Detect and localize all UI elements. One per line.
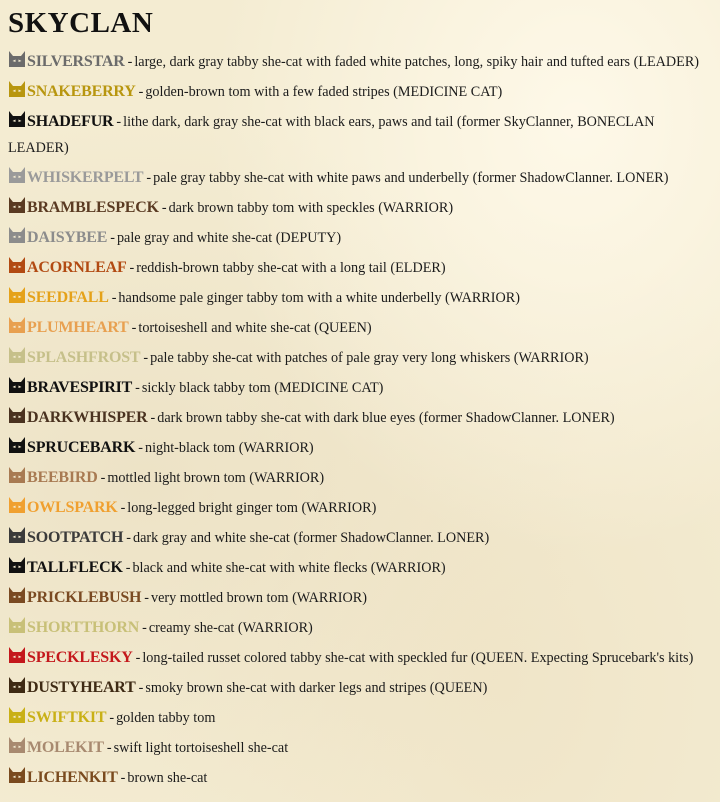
member-entry xyxy=(8,765,716,791)
member-name: SWIFTKIT xyxy=(27,709,107,726)
member-entry xyxy=(8,285,716,311)
name-separator: - xyxy=(150,410,156,426)
cat-face-icon xyxy=(8,226,26,244)
member-name: WHISKERPELT xyxy=(27,169,144,186)
member-name: TALLFLECK xyxy=(27,559,123,576)
name-separator: - xyxy=(146,170,152,186)
name-separator: - xyxy=(135,650,141,666)
member-entry xyxy=(8,585,716,611)
member-description: dark brown tabby she-cat with dark blue eyes (former ShadowClanner. LONER) xyxy=(157,410,615,426)
name-separator: - xyxy=(110,230,115,246)
member-entry xyxy=(8,165,716,191)
member-entry xyxy=(8,525,716,551)
cat-face-icon xyxy=(8,80,26,98)
cat-face-icon xyxy=(8,256,26,274)
member-entry xyxy=(8,49,716,75)
member-entry xyxy=(8,109,716,161)
member-name: SPRUCEBARK xyxy=(27,439,136,456)
member-description: pale gray and white she-cat (DEPUTY) xyxy=(116,230,342,246)
member-description: mottled light brown tom (WARRIOR) xyxy=(107,470,325,486)
cat-face-icon xyxy=(8,196,26,214)
name-separator: - xyxy=(100,470,106,486)
cat-face-icon xyxy=(8,286,26,304)
member-entry xyxy=(8,465,716,491)
cat-face-icon xyxy=(8,376,26,394)
member-description: golden tabby tom xyxy=(116,710,216,726)
member-name: DUSTYHEART xyxy=(27,679,136,696)
member-entry xyxy=(8,255,716,281)
cat-face-icon xyxy=(8,50,26,68)
member-description: very mottled brown tom (WARRIOR) xyxy=(151,590,367,606)
member-entry xyxy=(8,405,716,431)
member-name: ACORNLEAF xyxy=(27,259,127,276)
member-name: SHORTTHORN xyxy=(27,619,140,636)
member-description: night-black tom (WARRIOR) xyxy=(144,440,314,456)
name-separator: - xyxy=(106,740,112,756)
member-description: sickly black tabby tom (MEDICINE CAT) xyxy=(141,380,384,396)
clan-page xyxy=(8,6,716,795)
cat-face-icon xyxy=(8,466,26,484)
member-entry xyxy=(8,555,716,581)
member-name: SPECKLESKY xyxy=(27,649,133,666)
member-description: long-legged bright ginger tom (WARRIOR) xyxy=(127,500,377,516)
name-separator: - xyxy=(142,620,147,636)
member-name: LICHENKIT xyxy=(27,769,118,786)
member-entry xyxy=(8,345,716,371)
cat-face-icon xyxy=(8,766,26,784)
name-separator: - xyxy=(143,350,149,366)
member-entry xyxy=(8,615,716,641)
member-entry xyxy=(8,705,716,731)
cat-face-icon xyxy=(8,346,26,364)
cat-face-icon xyxy=(8,706,26,724)
member-description: large, dark gray tabby she-cat with faded white patches, long, spiky hair and tufted ears (LEADER) xyxy=(134,54,700,70)
member-entry xyxy=(8,495,716,521)
member-entry xyxy=(8,79,716,105)
member-name: MOLEKIT xyxy=(27,739,104,756)
member-entry xyxy=(8,735,716,761)
member-entry xyxy=(8,315,716,341)
member-description: pale tabby she-cat with patches of pale gray very long whiskers (WARRIOR) xyxy=(150,350,589,366)
cat-face-icon xyxy=(8,676,26,694)
member-entry xyxy=(8,645,716,671)
cat-face-icon xyxy=(8,736,26,754)
member-list xyxy=(8,49,716,791)
member-entry xyxy=(8,195,716,221)
cat-face-icon xyxy=(8,526,26,544)
member-name: SILVERSTAR xyxy=(27,53,125,70)
cat-face-icon xyxy=(8,646,26,664)
member-description: black and white she-cat with white flecks (WARRIOR) xyxy=(132,560,446,576)
name-separator: - xyxy=(138,680,144,696)
cat-face-icon xyxy=(8,316,26,334)
member-name: BRAMBLESPECK xyxy=(27,199,159,216)
cat-face-icon xyxy=(8,616,26,634)
cat-face-icon xyxy=(8,586,26,604)
member-description: brown she-cat xyxy=(127,770,208,786)
member-name: BRAVESPIRIT xyxy=(27,379,133,396)
cat-face-icon xyxy=(8,110,26,128)
name-separator: - xyxy=(138,84,144,100)
member-description: pale gray tabby she-cat with white paws and underbelly (former ShadowClanner. LONER) xyxy=(153,170,669,186)
member-description: handsome pale ginger tabby tom with a white underbelly (WARRIOR) xyxy=(118,290,520,306)
member-description: creamy she-cat (WARRIOR) xyxy=(148,620,313,636)
name-separator: - xyxy=(116,114,122,130)
member-name: SPLASHFROST xyxy=(27,349,141,366)
member-name: PLUMHEART xyxy=(27,319,129,336)
name-separator: - xyxy=(135,380,140,396)
name-separator: - xyxy=(120,770,126,786)
cat-face-icon xyxy=(8,406,26,424)
member-description: swift light tortoiseshell she-cat xyxy=(113,740,289,756)
member-name: DARKWHISPER xyxy=(27,409,148,426)
member-name: BEEBIRD xyxy=(27,469,98,486)
member-name: SEEDFALL xyxy=(27,289,109,306)
cat-face-icon xyxy=(8,166,26,184)
member-description: dark brown tabby tom with speckles (WARRIOR) xyxy=(168,200,454,216)
member-entry xyxy=(8,675,716,701)
member-description: smoky brown she-cat with darker legs and stripes (QUEEN) xyxy=(145,680,488,696)
name-separator: - xyxy=(131,320,137,336)
cat-face-icon xyxy=(8,436,26,454)
member-name: DAISYBEE xyxy=(27,229,108,246)
member-entry xyxy=(8,225,716,251)
name-separator: - xyxy=(126,530,132,546)
name-separator: - xyxy=(127,54,133,70)
member-name: SOOTPATCH xyxy=(27,529,124,546)
member-name: SNAKEBERRY xyxy=(27,83,136,100)
member-description: lithe dark, dark gray she-cat with black ears, paws and tail (former SkyClanner, BONECLAN LEADER) xyxy=(8,114,655,156)
member-description: tortoiseshell and white she-cat (QUEEN) xyxy=(138,320,372,336)
name-separator: - xyxy=(138,440,143,456)
cat-face-icon xyxy=(8,556,26,574)
member-description: reddish-brown tabby she-cat with a long tail (ELDER) xyxy=(136,260,446,276)
member-name: OWLSPARK xyxy=(27,499,118,516)
member-entry xyxy=(8,435,716,461)
name-separator: - xyxy=(144,590,150,606)
member-name: SHADEFUR xyxy=(27,113,114,130)
member-description: long-tailed russet colored tabby she-cat with speckled fur (QUEEN. Expecting Sprucebark's kits) xyxy=(142,650,694,666)
name-separator: - xyxy=(120,500,126,516)
name-separator: - xyxy=(111,290,117,306)
member-description: golden-brown tom with a few faded stripes (MEDICINE CAT) xyxy=(145,84,503,100)
cat-face-icon xyxy=(8,496,26,514)
name-separator: - xyxy=(109,710,115,726)
name-separator: - xyxy=(125,560,131,576)
clan-title: SKYCLAN xyxy=(8,7,154,39)
name-separator: - xyxy=(161,200,167,216)
member-description: dark gray and white she-cat (former ShadowClanner. LONER) xyxy=(133,530,490,546)
member-entry xyxy=(8,375,716,401)
name-separator: - xyxy=(129,260,135,276)
member-name: PRICKLEBUSH xyxy=(27,589,142,606)
